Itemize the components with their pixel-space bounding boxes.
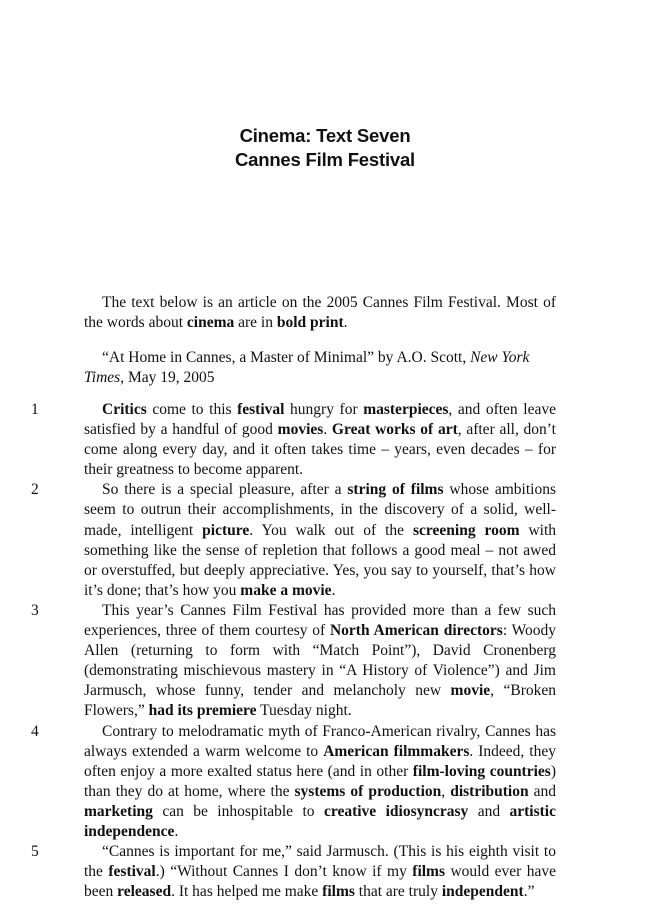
paragraph-number: 1 <box>31 401 39 418</box>
bold-term: string of films <box>347 481 444 499</box>
bold-term: had its premiere <box>148 702 257 720</box>
text-run: , May 19, 2005 <box>120 369 215 386</box>
text-run: Contrary to melodramatic myth of Franco-American rivalry, Cannes has always extended a warm welcome to <box>84 722 556 760</box>
bold-term: movies <box>277 421 324 439</box>
text-run: . <box>331 581 336 599</box>
intro-paragraph <box>84 293 556 333</box>
title-line-1: Cinema: Text Seven <box>239 125 411 146</box>
bold-term: cinema <box>186 314 235 331</box>
text-run: . It has helped me make <box>171 883 323 901</box>
text-run: come to this <box>146 401 238 418</box>
bold-term: Great works of art <box>331 421 458 439</box>
text-run: whose ambitions seem to outrun their accomplishments, in the discovery of a solid, well-made, intelligent <box>84 481 556 539</box>
bold-term: Critics <box>102 401 147 418</box>
citation-text <box>84 348 556 388</box>
bold-term: picture <box>202 521 250 539</box>
text-run: So there is a special pleasure, after a <box>102 481 348 499</box>
text-run: .) “Without Cannes I don’t know if my <box>155 863 413 881</box>
text-run: are in <box>234 314 277 331</box>
bold-term: screening room <box>413 521 520 539</box>
text-run: and <box>528 782 557 800</box>
bold-term: North American directors <box>329 622 503 640</box>
text-run: that are truly <box>354 883 442 901</box>
text-run: can be inhospitable to <box>152 802 324 820</box>
bold-term: films <box>322 883 355 901</box>
bold-term: systems of production <box>294 782 442 800</box>
text-run: . Indeed, they often enjoy a more exalted status here (and in other <box>84 742 556 780</box>
bold-term: film-loving countries <box>412 762 551 780</box>
text-run: .” <box>523 883 535 901</box>
text-run: “Cannes is important for me,” said Jarmusch. (This is his eighth visit to the <box>84 843 556 881</box>
text-run: with something like the sense of repletion that follows a good meal – not awed or overstuffed, but deeply appreciative. Yes, you say to yourself, that’s how it’s done; that’s how you <box>84 521 556 599</box>
text-run: ) than they do at home, where the <box>84 762 556 800</box>
text-run: , <box>441 782 451 800</box>
bold-term: festival <box>237 401 285 418</box>
text-run: would ever have been <box>84 863 556 901</box>
text-run: . You walk out of the <box>249 521 413 539</box>
article-paragraph <box>31 601 557 722</box>
text-run: “At Home in Cannes, a Master of Minimal” by A.O. Scott, <box>102 349 471 366</box>
article-body <box>31 400 557 902</box>
text-run: : Woody Allen (returning to form with “Match Point”), David Cronenberg (demonstrating mischievous mastery in “A History of Violence”) and Jim Jarmusch, whose funny, tender and melancholy new <box>84 622 557 700</box>
bold-term: films <box>412 863 445 881</box>
text-run: . <box>323 421 332 439</box>
text-run: and <box>468 802 510 820</box>
bold-term: distribution <box>450 782 529 800</box>
bold-term: festival <box>108 863 156 881</box>
bold-term: bold print <box>276 314 344 331</box>
text-run: Tuesday night. <box>256 702 352 720</box>
paragraph-number: 3 <box>31 601 39 619</box>
intro-text <box>84 293 556 333</box>
text-run: hungry for <box>284 401 364 418</box>
article-paragraph <box>31 722 557 843</box>
bold-term: independent <box>441 883 524 901</box>
article-citation <box>84 348 556 388</box>
italic-text: New York Times <box>84 349 530 386</box>
bold-term: masterpieces <box>363 401 449 418</box>
bold-term: released <box>117 883 172 901</box>
article-paragraph <box>31 480 556 601</box>
page-title <box>0 124 650 172</box>
title-line-2: Cannes Film Festival <box>234 149 416 170</box>
text-run: , after all, don’t come along every day, and it often takes time – years, even decades – for their greatness to become apparent. <box>84 421 556 479</box>
paragraph-number: 5 <box>31 843 39 861</box>
text-run: . <box>343 314 348 331</box>
text-run: , and often leave satisfied by a handful of good <box>84 401 556 439</box>
bold-term: artistic independence <box>84 802 556 840</box>
text-run: The text below is an article on the 2005 Cannes Film Festival. Most of the words about <box>84 294 556 331</box>
article-paragraph <box>31 400 556 480</box>
text-run: , “Broken Flowers,” <box>84 682 556 720</box>
bold-term: marketing <box>84 802 153 820</box>
text-run: This year’s Cannes Film Festival has provided more than a few such experiences, three of them courtesy of <box>84 601 556 640</box>
bold-term: American filmmakers <box>323 742 470 760</box>
bold-term: movie <box>450 682 491 700</box>
bold-term: creative idiosyncrasy <box>323 802 469 820</box>
paragraph-number: 4 <box>31 722 39 740</box>
text-run: . <box>174 822 179 840</box>
article-paragraph <box>31 842 556 902</box>
bold-term: make a movie <box>240 581 332 599</box>
paragraph-number: 2 <box>31 481 39 499</box>
